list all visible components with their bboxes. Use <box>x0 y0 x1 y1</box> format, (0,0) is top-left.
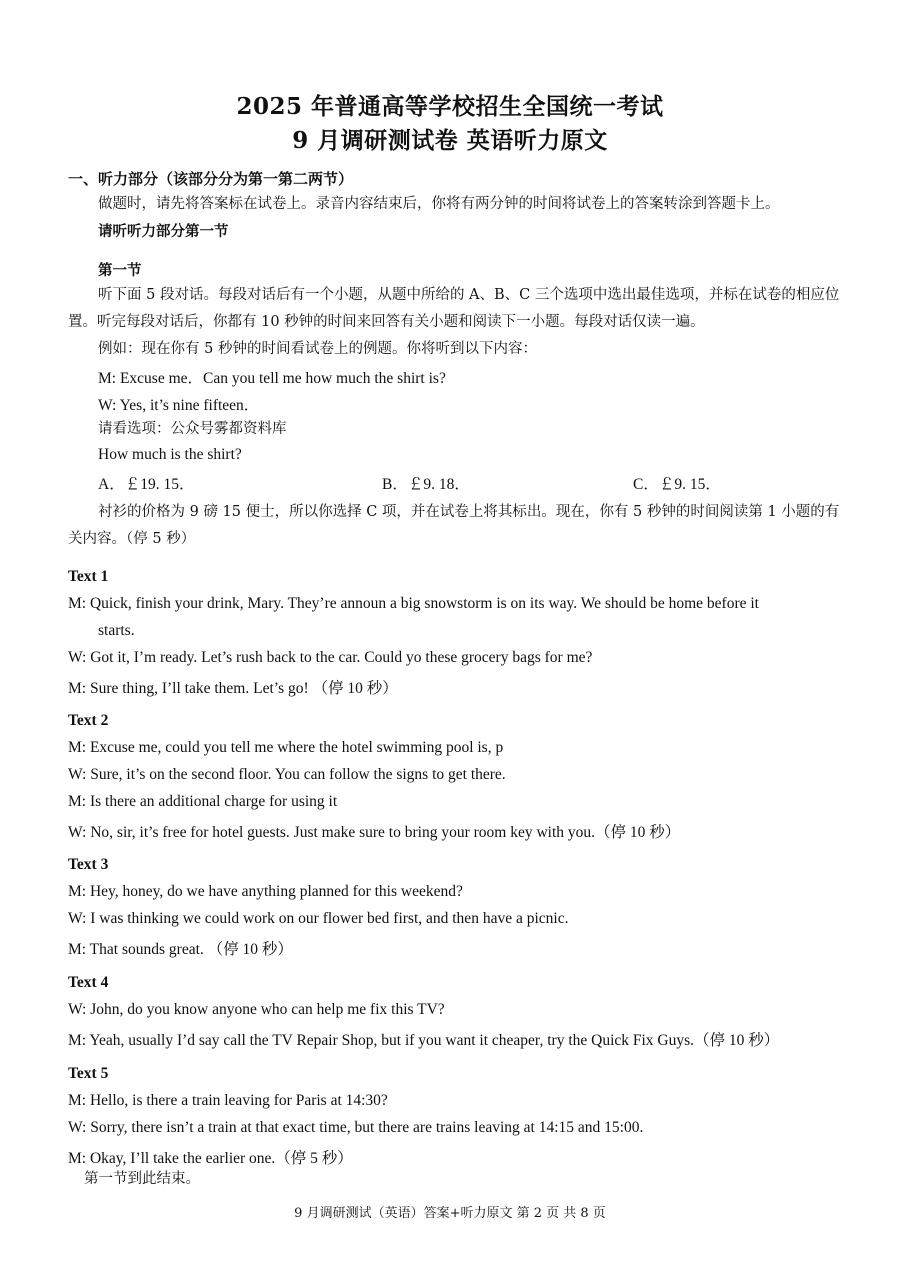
text-3-label: Text 3 <box>68 856 109 873</box>
instructions-text: 听下面 5 段对话。每段对话后有一个小题，从题中所给的 A、B、C 三个选项中选出最佳选项，并标在试卷的相应位置。听完每段对话后，你都有 10 秒钟的时间来回答有关小题和阅读下一小题。每段对话仅读一遍。 <box>68 287 840 330</box>
text-5-line-1: M: Hello, is there a train leaving for Paris at 14:30? <box>68 1092 388 1109</box>
page-subtitle: 9 月调研测试卷 英语听力原文 <box>292 127 608 154</box>
page-title: 2025 年普通高等学校招生全国统一考试 <box>236 93 664 120</box>
example-option-b: B．￡9. 18． <box>382 476 470 493</box>
section-heading: 一、听力部分（该部分分为第一第二两节） <box>68 170 354 188</box>
text-1-label: Text 1 <box>68 568 109 585</box>
page-footer: 9 月调研测试（英语）答案+听力原文 第 2 页 共 8 页 <box>294 1206 606 1221</box>
text-1-line-2: W: Got it, I’m ready. Let’s rush back to the car. Could yo these grocery bags for me? <box>68 649 593 666</box>
example-explanation: 衬衫的价格为 9 磅 15 便士，所以你选择 C 项，并在试卷上将其标出。现在，你有 5 秒钟的时间阅读第 1 小题的有关内容。（停 5 秒） <box>68 504 840 547</box>
text-5-label: Text 5 <box>68 1065 109 1082</box>
text-1-line-1-cont: starts. <box>98 622 135 639</box>
example-option-c: C．￡9. 15． <box>633 476 721 493</box>
text-4-line-1: W: John, do you know anyone who can help me fix this TV? <box>68 1001 445 1018</box>
text-2-line-3: M: Is there an additional charge for using it <box>68 793 338 810</box>
text-1-line-3: M: Sure thing, I’ll take them. Let’s go! （停 10 秒） <box>68 680 398 697</box>
text-5-line-2: W: Sorry, there isn’t a train at that exact time, but there are trains leaving at 14:15 and 15:00. <box>68 1119 644 1136</box>
text-5-line-3: M: Okay, I’ll take the earlier one.（停 5 秒） <box>68 1150 353 1167</box>
subsection-heading: 第一节 <box>98 263 142 279</box>
text-3-line-2: W: I was thinking we could work on our flower bed first, and then have a picnic. <box>68 910 569 927</box>
example-line-1: M: Excuse me．Can you tell me how much the shirt is? <box>98 370 446 387</box>
text-3-line-1: M: Hey, honey, do we have anything planned for this weekend? <box>68 883 463 900</box>
text-4-label: Text 4 <box>68 974 109 991</box>
example-line-2: W: Yes, it’s nine fifteen． <box>98 397 260 414</box>
text-4-line-2: M: Yeah, usually I’d say call the TV Repair Shop, but if you want it cheaper, try the Quick Fix Guys.（停 10 秒） <box>68 1032 780 1049</box>
text-2-line-1: M: Excuse me, could you tell me where the hotel swimming pool is, p <box>68 739 504 756</box>
part-heading: 请听听力部分第一节 <box>98 224 229 240</box>
section-end: 第一节到此结束。 <box>84 1171 200 1187</box>
example-intro: 例如：现在你有 5 秒钟的时间看试卷上的例题。你将听到以下内容： <box>98 341 537 357</box>
example-option-a: A．￡19. 15． <box>98 476 195 493</box>
text-2-label: Text 2 <box>68 712 109 729</box>
intro-text: 做题时，请先将答案标在试卷上。录音内容结束后，你将有两分钟的时间将试卷上的答案转涂到答题卡上。 <box>98 196 780 212</box>
example-question: How much is the shirt? <box>98 446 242 463</box>
text-2-line-4: W: No, sir, it’s free for hotel guests. Just make sure to bring your room key with you.（停 10 秒） <box>68 824 681 841</box>
text-3-line-3: M: That sounds great. （停 10 秒） <box>68 941 293 958</box>
text-2-line-2: W: Sure, it’s on the second floor. You can follow the signs to get there. <box>68 766 506 783</box>
example-look-options: 请看选项：公众号雾都资料库 <box>98 421 287 437</box>
text-1-line-1: M: Quick, finish your drink, Mary. They’re announ a big snowstorm is on its way. We should be home before it <box>68 595 759 612</box>
